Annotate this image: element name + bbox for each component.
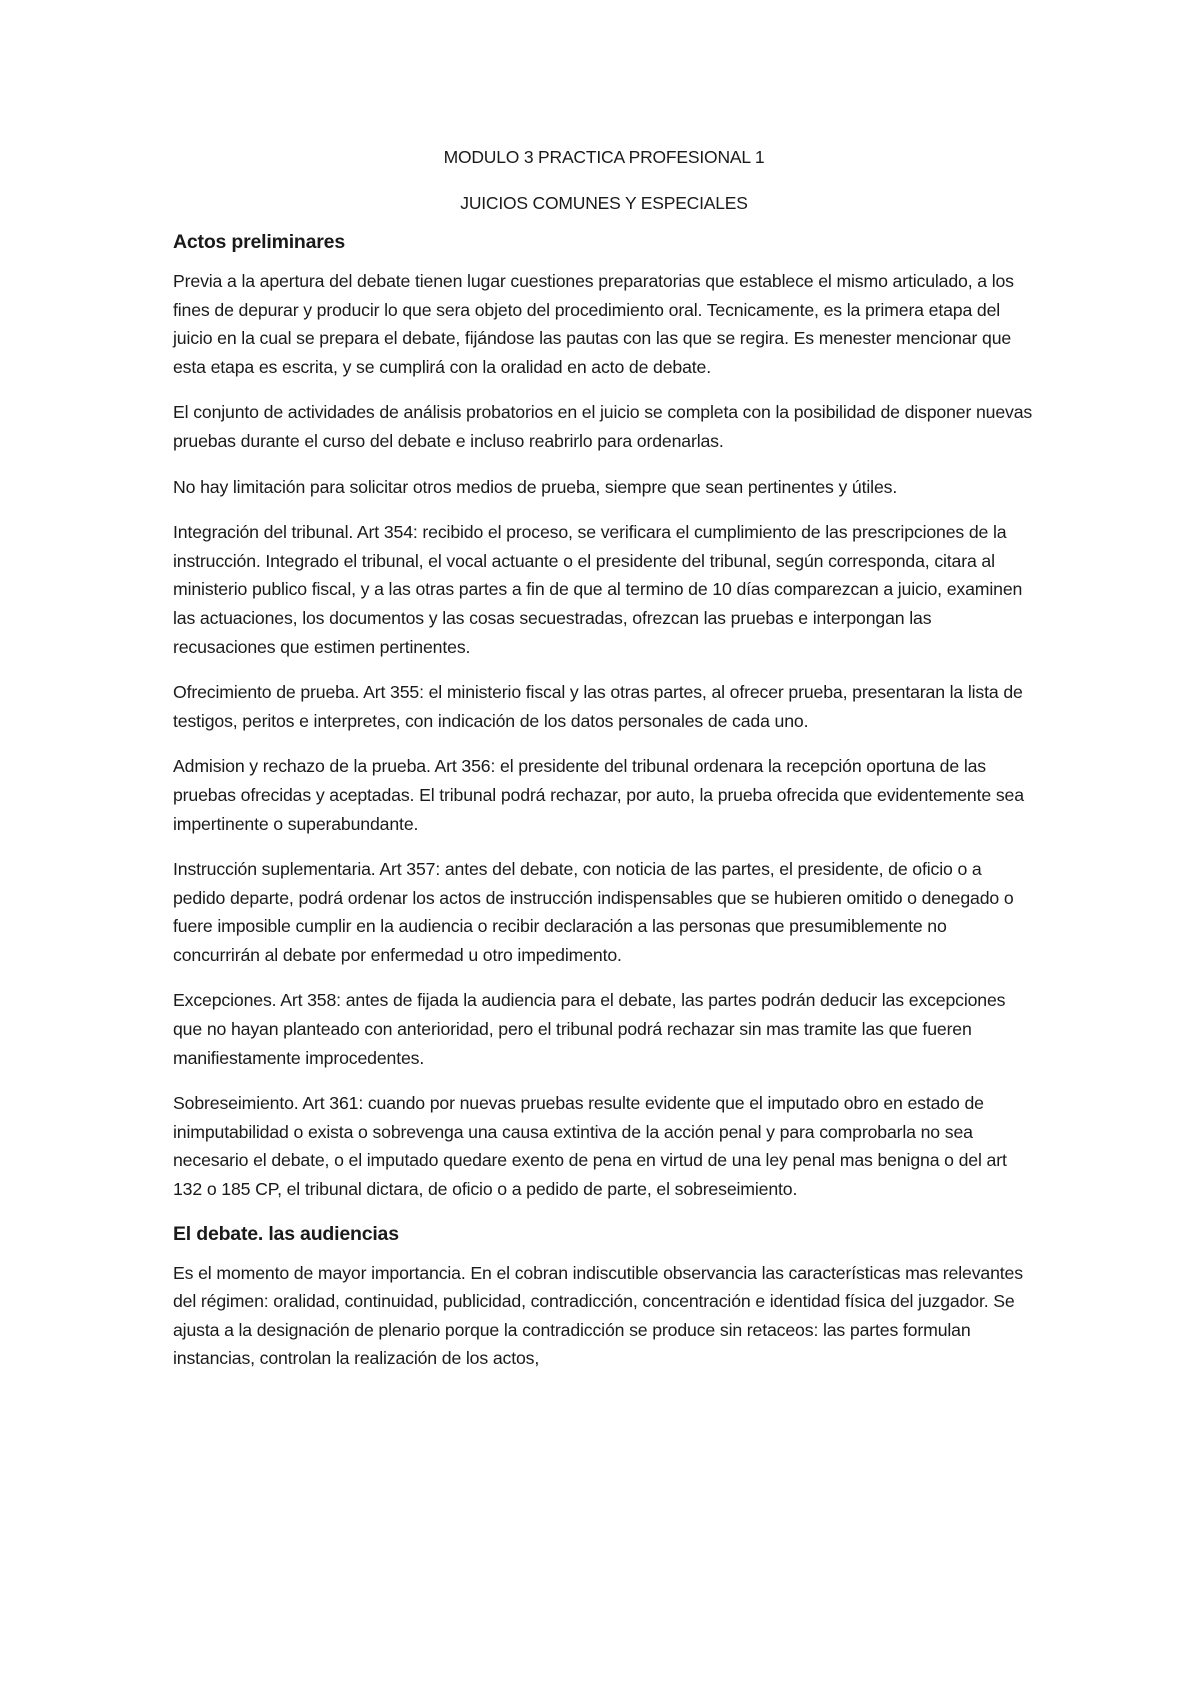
paragraph: Es el momento de mayor importancia. En el cobran indiscutible observancia las características mas relevantes del régimen: oralidad, continuidad, publicidad, contradicción, concentración e identidad física del juzgador. Se ajusta a la designación de plenario porque la contradicción se produce sin retaceos: las partes formulan instancias, controlan la realización de los actos, xyxy=(173,1262,1023,1369)
document-subtitle: JUICIOS COMUNES Y ESPECIALES xyxy=(460,193,748,213)
paragraph-art-358: Excepciones. Art 358: antes de fijada la audiencia para el debate, las partes podrán deducir las excepciones que no hayan planteado con anterioridad, pero el tribunal podrá rechazar sin mas tramite las que fueren manifiestamente improcedentes. xyxy=(173,990,1006,1068)
document-title: MODULO 3 PRACTICA PROFESIONAL 1 xyxy=(443,147,765,167)
paragraph: Previa a la apertura del debate tienen lugar cuestiones preparatorias que establece el mismo articulado, a los fines de depurar y producir lo que sera objeto del procedimiento oral. Tecnicamente, es la primera etapa del juicio en la cual se prepara el debate, fijándose las pautas con las que se regira. Es menester mencionar que esta etapa es escrita, y se cumplirá con la oralidad en acto de debate. xyxy=(173,271,1014,377)
paragraph-art-355: Ofrecimiento de prueba. Art 355: el ministerio fiscal y las otras partes, al ofrecer prueba, presentaran la lista de testigos, peritos e interpretes, con indicación de los datos personales de cada uno. xyxy=(173,682,1023,731)
paragraph: El conjunto de actividades de análisis probatorios en el juicio se completa con la posibilidad de disponer nuevas pruebas durante el curso del debate e incluso reabrirlo para ordenarlas. xyxy=(173,402,1033,451)
paragraph-art-361: Sobreseimiento. Art 361: cuando por nuevas pruebas resulte evidente que el imputado obro en estado de inimputabilidad o exista o sobrevenga una causa extintiva de la acción penal y para comprobarla no sea necesario el debate, o el imputado quedare exento de pena en virtud de una ley penal mas benigna o del art 132 o 185 CP, el tribunal dictara, de oficio o a pedido de parte, el sobreseimiento. xyxy=(173,1093,1007,1200)
document-body xyxy=(173,145,1035,1390)
section-heading-el-debate: El debate. las audiencias xyxy=(173,1222,399,1245)
section-heading-actos-preliminares: Actos preliminares xyxy=(173,231,345,253)
paragraph-art-356: Admision y rechazo de la prueba. Art 356: el presidente del tribunal ordenara la recepción oportuna de las pruebas ofrecidas y aceptadas. El tribunal podrá rechazar, por auto, la prueba ofrecida que evidentemente sea impertinente o superabundante. xyxy=(173,756,1024,834)
paragraph: No hay limitación para solicitar otros medios de prueba, siempre que sean pertinentes y útiles. xyxy=(173,476,898,497)
paragraph-art-354: Integración del tribunal. Art 354: recibido el proceso, se verificara el cumplimiento de las prescripciones de la instrucción. Integrado el tribunal, el vocal actuante o el presidente del tribunal, según corresponda, citara al ministerio publico fiscal, y a las otras partes a fin de que al termino de 10 días comparezcan a juicio, examinen las actuaciones, los documentos y las cosas secuestradas, ofrezcan las pruebas e interpongan las recusaciones que estimen pertinentes. xyxy=(173,522,1023,657)
paragraph-art-357: Instrucción suplementaria. Art 357: antes del debate, con noticia de las partes, el presidente, de oficio o a pedido departe, podrá ordenar los actos de instrucción indispensables que se hubieren omitido o denegado o fuere imposible cumplir en la audiencia o recibir declaración a las personas que presumiblemente no concurrirán al debate por enfermedad u otro impedimento. xyxy=(173,859,1014,965)
